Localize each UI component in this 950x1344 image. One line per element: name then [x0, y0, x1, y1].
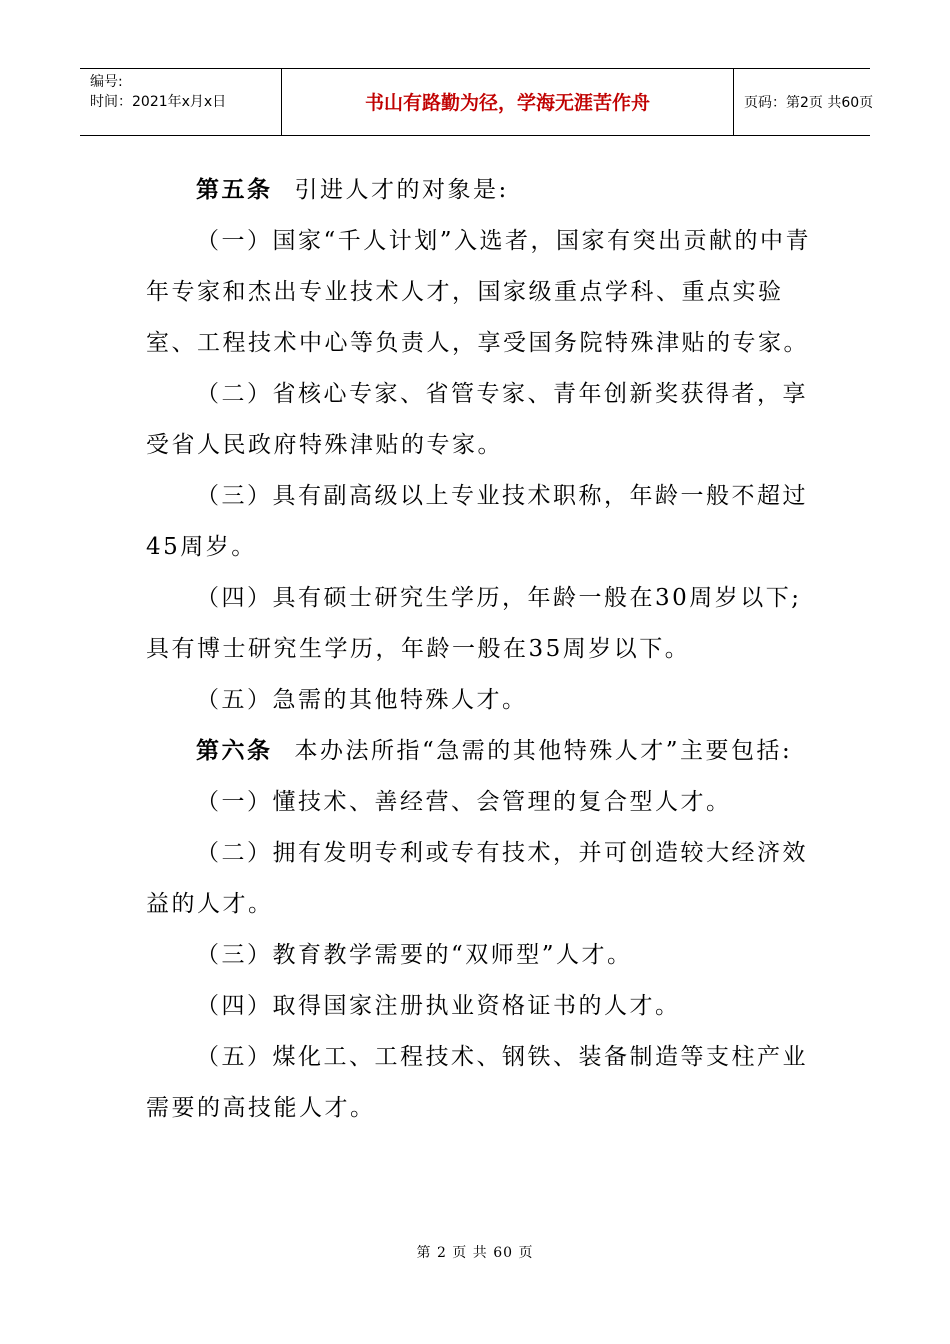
paragraph-text: （一）懂技术、善经营、会管理的复合型人才。 — [196, 789, 732, 815]
paragraph — [146, 1032, 816, 1134]
paragraph — [146, 675, 816, 726]
paragraph-text: 本办法所指“急需的其他特殊人才”主要包括: — [294, 738, 793, 764]
document-time-label: 时间：2021年x月x日 — [90, 94, 227, 110]
paragraph — [146, 777, 816, 828]
paragraph — [146, 369, 816, 471]
paragraph — [146, 471, 816, 573]
document-number-label: 编号: — [90, 74, 123, 90]
paragraph-text: （五）急需的其他特殊人才。 — [196, 687, 528, 713]
paragraph — [146, 828, 816, 930]
article-heading: 第六条 — [196, 738, 273, 764]
paragraph-text: （三）教育教学需要的“双师型”人才。 — [196, 942, 633, 968]
paragraph-text: （一）国家“千人计划”入选者，国家有突出贡献的中青年专家和杰出专业技术人才，国家级重点学科、重点实验室、工程技术中心等负责人，享受国务院特殊津贴的专家。 — [146, 228, 812, 356]
article-heading: 第五条 — [196, 177, 273, 203]
document-body — [146, 165, 816, 1134]
paragraph — [146, 981, 816, 1032]
paragraph-text: 引进人才的对象是: — [294, 177, 509, 203]
paragraph-text: （三）具有副高级以上专业技术职称，年龄一般不超过45周岁。 — [146, 483, 808, 560]
paragraph-text: （四）具有硕士研究生学历，年龄一般在30周岁以下;具有博士研究生学历，年龄一般在35周岁以下。 — [146, 585, 802, 662]
paragraph-text: （二）省核心专家、省管专家、青年创新奖获得者，享受省人民政府特殊津贴的专家。 — [146, 381, 808, 458]
page-header — [80, 68, 874, 136]
header-page-info: 页码：第2页 共60页 — [744, 95, 874, 111]
paragraph-text: （二）拥有发明专利或专有技术，并可创造较大经济效益的人才。 — [146, 840, 808, 917]
header-motto: 书山有路勤为径，学海无涯苦作舟 — [364, 92, 650, 114]
paragraph — [146, 930, 816, 981]
paragraph — [146, 573, 816, 675]
header-right-cell — [734, 69, 874, 135]
paragraph-text: （五）煤化工、工程技术、钢铁、装备制造等支柱产业需要的高技能人才。 — [146, 1044, 808, 1121]
page-footer: 第 2 页 共 60 页 — [416, 1245, 534, 1261]
paragraph-text: （四）取得国家注册执业资格证书的人才。 — [196, 993, 681, 1019]
paragraph — [146, 216, 816, 369]
header-left-cell — [80, 69, 282, 135]
paragraph — [146, 726, 816, 777]
header-middle-cell — [282, 69, 734, 135]
paragraph — [146, 165, 816, 216]
